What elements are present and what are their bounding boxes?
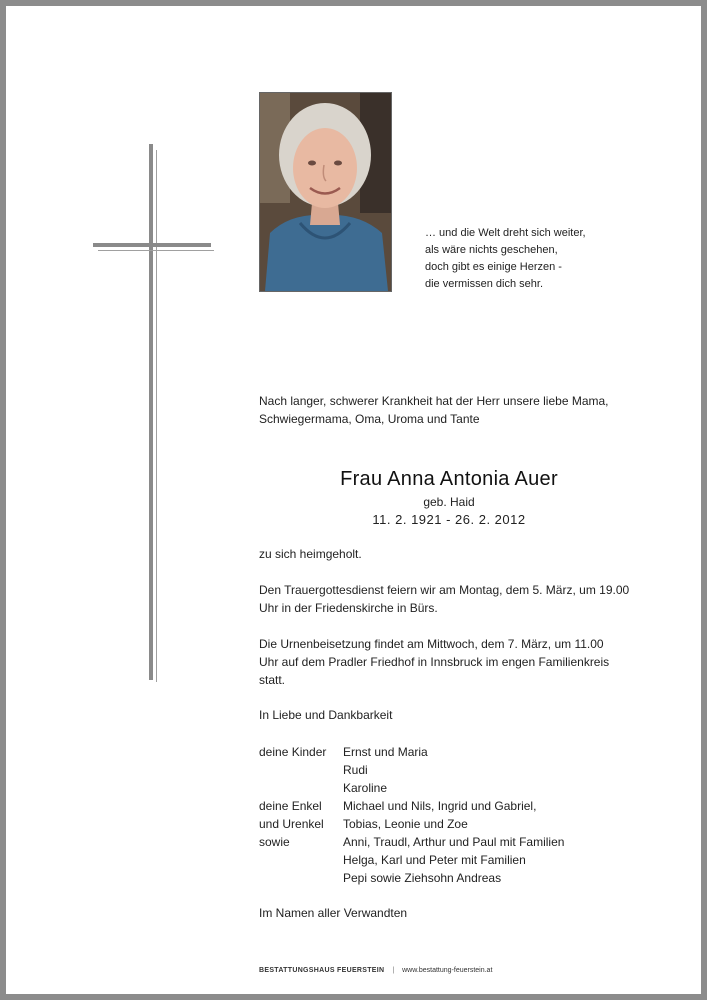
list-item xyxy=(259,779,564,797)
mourner-names: Rudi xyxy=(343,763,368,777)
mourner-names: Karoline xyxy=(343,781,388,795)
mourner-label xyxy=(259,761,343,779)
funeral-home-name: BESTATTUNGSHAUS FEUERSTEIN xyxy=(259,967,385,974)
mourner-names: Helga, Karl und Peter mit Familien xyxy=(343,853,526,867)
mourner-label xyxy=(259,869,343,887)
mourner-names: Michael und Nils, Ingrid und Gabriel, xyxy=(343,799,537,813)
footer xyxy=(259,966,492,976)
life-dates: 11. 2. 1921 - 26. 2. 2012 xyxy=(372,512,526,527)
mourners-list xyxy=(259,743,564,887)
mourner-label xyxy=(259,851,343,869)
list-item xyxy=(259,797,564,815)
mourner-label: sowie xyxy=(259,835,290,849)
mourner-names: Anni, Traudl, Arthur und Paul mit Familien xyxy=(343,835,565,849)
list-item xyxy=(259,743,564,761)
taken-home-text: zu sich heimgeholt. xyxy=(259,547,362,561)
mourner-names: Tobias, Leonie und Zoe xyxy=(343,817,468,831)
funeral-home-url[interactable]: www.bestattung-feuerstein.at xyxy=(402,967,493,974)
closing-text: Im Namen aller Verwandten xyxy=(259,906,408,920)
love-gratitude-text: In Liebe und Dankbarkeit xyxy=(259,708,393,722)
mourner-label: deine Kinder xyxy=(259,745,327,759)
mourner-label: und Urenkel xyxy=(259,817,324,831)
mourner-label: deine Enkel xyxy=(259,799,322,813)
memorial-quote: … und die Welt dreht sich weiter, als wäre nichts geschehen, doch gibt es einige Herzen - die vermissen dich sehr. xyxy=(425,227,586,290)
list-item xyxy=(259,761,564,779)
mourner-label xyxy=(259,779,343,797)
list-item xyxy=(259,833,564,851)
footer-separator: | xyxy=(392,967,395,974)
list-item xyxy=(259,869,564,887)
mourner-names: Ernst und Maria xyxy=(343,745,428,759)
mourner-names: Pepi sowie Ziehsohn Andreas xyxy=(343,871,502,885)
list-item xyxy=(259,851,564,869)
urn-burial-text: Die Urnenbeisetzung findet am Mittwoch, dem 7. März, um 11.00 Uhr auf dem Pradler Friedhof in Innsbruck im engen Familienkreis statt. xyxy=(259,637,610,687)
deceased-name: Frau Anna Antonia Auer xyxy=(340,468,558,490)
intro-text: Nach langer, schwerer Krankheit hat der Herr unsere liebe Mama, Schwiegermama, Oma, Uroma und Tante xyxy=(259,394,609,426)
service-text: Den Trauergottesdienst feiern wir am Montag, dem 5. März, um 19.00 Uhr in der Friedenskirche in Bürs. xyxy=(259,583,630,615)
birth-name: geb. Haid xyxy=(423,495,475,509)
list-item xyxy=(259,815,564,833)
portrait-photo xyxy=(259,92,392,292)
